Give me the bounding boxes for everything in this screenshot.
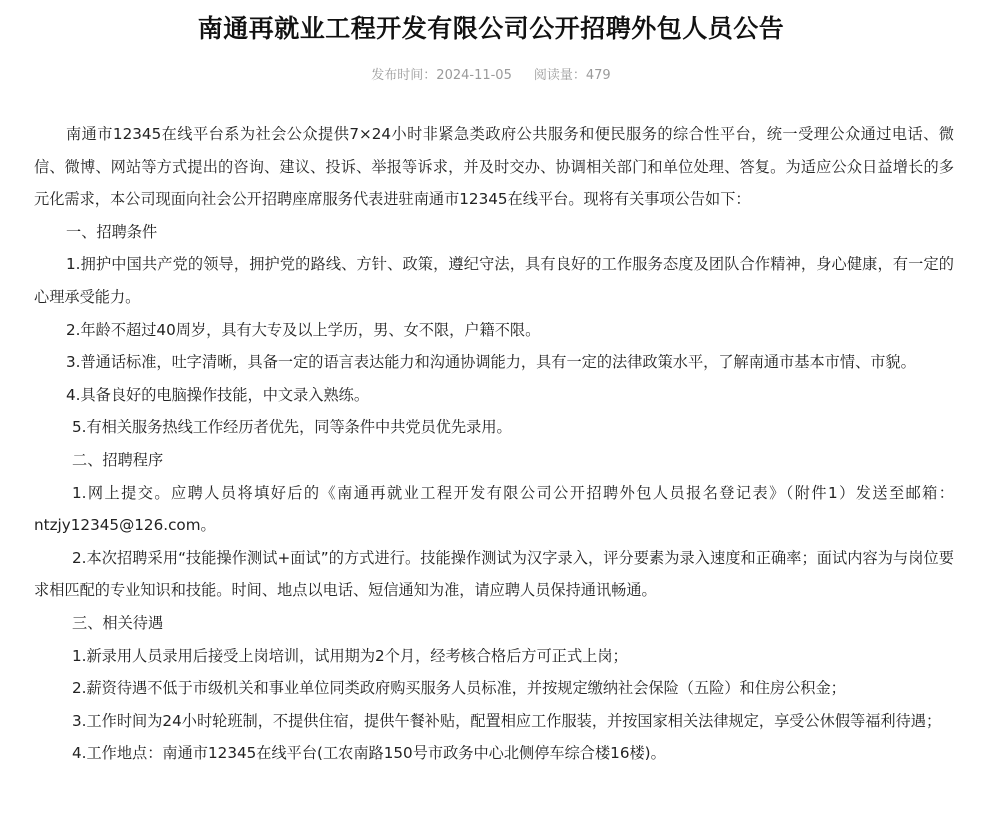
benefit-item-2: 2.薪资待遇不低于市级机关和事业单位同类政府购买服务人员标准，并按规定缴纳社会保险（五险）和住房公积金； [72, 679, 846, 698]
article-title: 南通再就业工程开发有限公司公开招聘外包人员公告 [197, 14, 785, 43]
benefit-item-4: 4.工作地点：南通市12345在线平台(工农南路150号市政务中心北侧停车综合楼16楼)。 [72, 744, 666, 763]
publish-date: 2024-11-05 [436, 68, 512, 83]
section-heading-1: 一、招聘条件 [66, 222, 158, 241]
condition-item-2: 2.年龄不超过40周岁，具有大专及以上学历，男、女不限，户籍不限。 [66, 320, 541, 339]
condition-item-3: 3.普通话标准，吐字清晰，具备一定的语言表达能力和沟通协调能力，具有一定的法律政策水平，了解南通市基本市情、市貌。 [66, 353, 916, 372]
condition-item-5: 5.有相关服务热线工作经历者优先，同等条件中共党员优先录用。 [72, 418, 512, 437]
article-body [34, 118, 954, 770]
benefit-item-3: 3.工作时间为24小时轮班制，不提供住宿，提供午餐补贴，配置相应工作服装，并按国家相关法律规定，享受公休假等福利待遇； [72, 711, 942, 730]
section-heading-3: 三、相关待遇 [72, 613, 164, 632]
procedure-item-1: 1.网上提交。应聘人员将填好后的《南通再就业工程开发有限公司公开招聘外包人员报名登记表》（附件1）发送至邮箱：ntzjy12345@126.com。 [34, 483, 954, 535]
publish-label: 发布时间： [371, 68, 437, 83]
views-label: 阅读量： [533, 68, 586, 83]
views-count: 479 [585, 68, 611, 83]
intro-paragraph: 南通市12345在线平台系为社会公众提供7×24小时非紧急类政府公共服务和便民服务的综合性平台，统一受理公众通过电话、微信、微博、网站等方式提出的咨询、建议、投诉、举报等诉求，并及时交办、协调相关部门和单位处理、答复。为适应公众日益增长的多元化需求，本公司现面向社会公开招聘座席服务代表进驻南通市12345在线平台。现将有关事项公告如下： [34, 125, 954, 209]
article-meta [0, 64, 982, 83]
condition-item-4: 4.具备良好的电脑操作技能，中文录入熟练。 [66, 385, 370, 404]
benefit-item-1: 1.新录用人员录用后接受上岗培训，试用期为2个月，经考核合格后方可正式上岗； [72, 646, 628, 665]
section-heading-2: 二、招聘程序 [72, 450, 164, 469]
condition-item-1: 1.拥护中国共产党的领导，拥护党的路线、方针、政策，遵纪守法，具有良好的工作服务态度及团队合作精神，身心健康，有一定的心理承受能力。 [34, 255, 954, 306]
procedure-item-2: 2.本次招聘采用“技能操作测试+面试”的方式进行。技能操作测试为汉字录入，评分要素为录入速度和正确率；面试内容为与岗位要求相匹配的专业知识和技能。时间、地点以电话、短信通知为准，请应聘人员保持通讯畅通。 [34, 548, 954, 600]
